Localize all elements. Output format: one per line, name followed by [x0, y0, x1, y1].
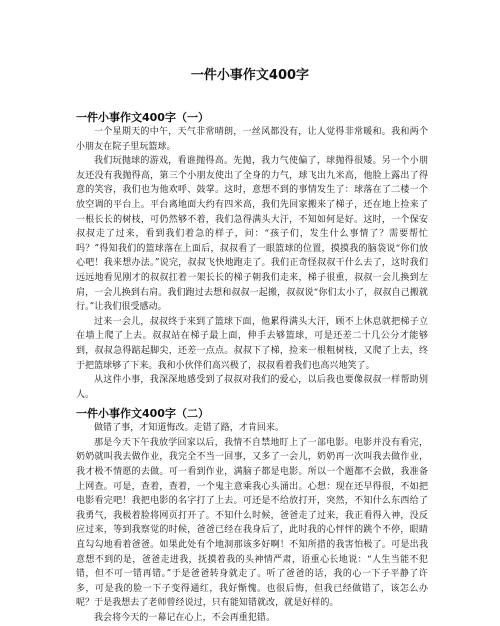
- section-heading: 一件小事作文400字（二）: [76, 407, 209, 421]
- paragraph: 过来一会儿，叔叔终于来到了篮球下面，他累得满头大汗，顾不上休息就把梯子立在墙上爬了上去。叔叔站在梯子最上面，伸手去够篮球，可是还差二十几公分才能够到，叔叔急得踮起脚尖，还差一点点。叔叔下了梯，捡来一根粗树枝，又爬了上去，终于把篮球够了下来。我和小伙伴们高兴极了，叔叔看着我们也高兴地笑了。: [76, 316, 428, 371]
- paragraph: 我们玩抛球的游戏，看谁抛得高。先抛，我力气使偏了，球抛得很矮。另一个小朋友还没有我抛得高，第三个小朋友使出了全身的力气，球飞出九米高，他脸上露出了得意的笑容，我们也为他欢呼、鼓掌。这时，意想不到的事情发生了：球落在了二楼一个放空调的平台上。平台离地面大约有四米高，我们先回家搬来了梯子，还在地上捡来了一根长长的树枝，可仍然够不着，我们急得满头大汗，不知如何是好。这时，一个保安叔叔走了过来，看到我们着急的样子，问：“孩子们，发生什么事情了？需要帮忙吗？”得知我们的篮球落在上面后，叔叔看了一眼篮球的位置，摸摸我的脑袋说“你们放心吧！我来想办法。”说完，叔叔飞快地跑走了。我们正奇怪叔叔干什么去了，这时我们远远地看见刚才的叔叔扛着一架长长的梯子朝我们走来，梯子很重，叔叔一会儿换到左肩，一会儿换到右肩。我们跑过去想和叔叔一起搬，叔叔说“你们太小了，叔叔自己搬就行。”让我们很受感动。: [76, 156, 428, 313]
- document-title: 一件小事作文400字: [190, 68, 310, 83]
- paragraph: 从这件小事，我深深地感受到了叔叔对我们的爱心，以后我也要像叔叔一样帮助别人。: [76, 375, 428, 400]
- paragraph: 那是今天下午我放学回家以后，我情不自禁地盯上了一部电影。电影并没有看完，奶奶就叫我去做作业，我完全不当一回事，又多了一会儿，奶奶再一次叫我去做作业，我才极不情愿的去做。可一看到作业，满脑子都是电影。所以一个题都不会做，我准备上网查。可是，查着，查着，一个鬼主意乘我心头涌出。心想：现在还早得很，不如把电影看完吧！我把电影的名字打了上去。可还是不给放打开，突然，不知什么东西给了我勇气，我极着脸将网页打开了。不知什么时候，爸爸走了过来，我正看得入神，没反应过来，等到我察觉的时候，爸爸已经在我身后了，此时我的心怦怦的跳个不停，眼睛直勾勾地看着爸爸。如果此处有个地洞那该多好啊！不知所措的我害怕极了。可是出我意想不到的是，爸爸走进我，抚摸着我的头神情严肃，语重心长地说：“人生当能不犯错，但不可一错再错。”于是爸爸转身就走了。听了爸爸的话，我的心一下子平静了许多，可是我的脸一下子变得通红，我好惭愧。也很后悔，但我已经做错了，该怎么办呢？于是我想去了老师曾经说过，只有能知错就改，就是好样的。: [76, 437, 428, 609]
- paragraph: 我会将今天的一幕记在心上，不会再重犯错。: [94, 613, 276, 623]
- document-body: [76, 110, 428, 626]
- paragraph: 做错了事，才知道悔改。走错了路，才肯回来。: [94, 423, 285, 434]
- paragraph: 一个星期天的中午，天气非常晴朗，一丝风都没有，让人觉得非常暖和。我和两个小朋友在院子里玩篮球。: [76, 127, 428, 152]
- essay-section-1: [76, 110, 428, 402]
- essay-section-2: [76, 406, 428, 625]
- section-heading: 一件小事作文400字（一）: [76, 111, 209, 124]
